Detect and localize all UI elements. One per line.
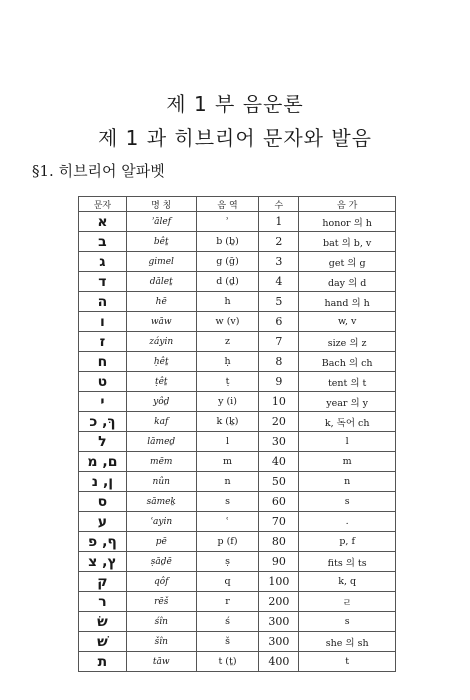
- name-cell: ḥêṯ: [126, 352, 196, 372]
- name-cell: yôḏ: [126, 392, 196, 412]
- name-cell: bêṯ: [126, 232, 196, 252]
- transliteration-cell: ṣ: [196, 552, 259, 572]
- table-row: [79, 432, 396, 452]
- letter-cell: ם, מ: [79, 452, 127, 472]
- header-sound: 음 가: [299, 197, 396, 212]
- number-cell: 80: [259, 532, 299, 552]
- sound-cell: s: [299, 492, 396, 512]
- transliteration-cell: p (f): [196, 532, 259, 552]
- sound-cell: p, f: [299, 532, 396, 552]
- table-header-row: [79, 197, 396, 212]
- table-row: [79, 332, 396, 352]
- table-row: [79, 312, 396, 332]
- table-row: [79, 412, 396, 432]
- table-row: [79, 252, 396, 272]
- table-row: [79, 272, 396, 292]
- letter-cell: שׂ: [79, 612, 127, 632]
- name-cell: mēm: [126, 452, 196, 472]
- name-cell: nûn: [126, 472, 196, 492]
- name-cell: ʾālef: [126, 212, 196, 232]
- sound-cell: bat 의 b, v: [299, 232, 396, 252]
- transliteration-cell: q: [196, 572, 259, 592]
- letter-cell: ז: [79, 332, 127, 352]
- transliteration-cell: y (i): [196, 392, 259, 412]
- name-cell: hē: [126, 292, 196, 312]
- letter-cell: ד: [79, 272, 127, 292]
- name-cell: lāmeḏ: [126, 432, 196, 452]
- letter-cell: ב: [79, 232, 127, 252]
- name-cell: ṭêṯ: [126, 372, 196, 392]
- transliteration-cell: b (ḇ): [196, 232, 259, 252]
- table-row: [79, 612, 396, 632]
- letter-cell: י: [79, 392, 127, 412]
- name-cell: ʿayin: [126, 512, 196, 532]
- letter-cell: ק: [79, 572, 127, 592]
- table-row: [79, 472, 396, 492]
- number-cell: 60: [259, 492, 299, 512]
- table-row: [79, 572, 396, 592]
- header-name: 명 칭: [126, 197, 196, 212]
- transliteration-cell: n: [196, 472, 259, 492]
- letter-cell: ר: [79, 592, 127, 612]
- transliteration-cell: l: [196, 432, 259, 452]
- sound-cell: hand 의 h: [299, 292, 396, 312]
- transliteration-cell: š: [196, 632, 259, 652]
- sound-cell: k, 독어 ch: [299, 412, 396, 432]
- table-row: [79, 532, 396, 552]
- transliteration-cell: ʾ: [196, 212, 259, 232]
- transliteration-cell: t (ṯ): [196, 652, 259, 672]
- number-cell: 5: [259, 292, 299, 312]
- number-cell: 8: [259, 352, 299, 372]
- number-cell: 40: [259, 452, 299, 472]
- table-row: [79, 212, 396, 232]
- sound-cell: k, q: [299, 572, 396, 592]
- table-row: [79, 592, 396, 612]
- header-transliteration: 음 역: [196, 197, 259, 212]
- name-cell: rēš: [126, 592, 196, 612]
- table-row: [79, 292, 396, 312]
- table-row: [79, 492, 396, 512]
- sound-cell: honor 의 h: [299, 212, 396, 232]
- letter-cell: ה: [79, 292, 127, 312]
- sound-cell: get 의 g: [299, 252, 396, 272]
- transliteration-cell: k (ḵ): [196, 412, 259, 432]
- number-cell: 100: [259, 572, 299, 592]
- name-cell: tāw: [126, 652, 196, 672]
- sound-cell: tent 의 t: [299, 372, 396, 392]
- letter-cell: ל: [79, 432, 127, 452]
- number-cell: 1: [259, 212, 299, 232]
- number-cell: 300: [259, 632, 299, 652]
- number-cell: 300: [259, 612, 299, 632]
- letter-cell: ע: [79, 512, 127, 532]
- table-row: [79, 452, 396, 472]
- sound-cell: Bach 의 ch: [299, 352, 396, 372]
- number-cell: 10: [259, 392, 299, 412]
- number-cell: 6: [259, 312, 299, 332]
- name-cell: śîn: [126, 612, 196, 632]
- letter-cell: שׁ: [79, 632, 127, 652]
- number-cell: 4: [259, 272, 299, 292]
- number-cell: 90: [259, 552, 299, 572]
- letter-cell: ג: [79, 252, 127, 272]
- name-cell: wāw: [126, 312, 196, 332]
- sound-cell: l: [299, 432, 396, 452]
- sound-cell: t: [299, 652, 396, 672]
- sound-cell: w, v: [299, 312, 396, 332]
- sound-cell: .: [299, 512, 396, 532]
- number-cell: 50: [259, 472, 299, 492]
- name-cell: qôf: [126, 572, 196, 592]
- name-cell: ṣāḏē: [126, 552, 196, 572]
- number-cell: 200: [259, 592, 299, 612]
- table-row: [79, 232, 396, 252]
- transliteration-cell: ḥ: [196, 352, 259, 372]
- number-cell: 20: [259, 412, 299, 432]
- table-row: [79, 552, 396, 572]
- letter-cell: ף, פ: [79, 532, 127, 552]
- letter-cell: ךּ, כ: [79, 412, 127, 432]
- letter-cell: ח: [79, 352, 127, 372]
- transliteration-cell: m: [196, 452, 259, 472]
- part-title: 제 1 부 음운론: [166, 92, 304, 116]
- table-row: [79, 392, 396, 412]
- sound-cell: she 의 sh: [299, 632, 396, 652]
- transliteration-cell: s: [196, 492, 259, 512]
- section-heading: §1. 히브리어 알파벳: [32, 162, 165, 180]
- transliteration-cell: d (ḏ): [196, 272, 259, 292]
- transliteration-cell: ṭ: [196, 372, 259, 392]
- transliteration-cell: g (ḡ): [196, 252, 259, 272]
- letter-cell: ס: [79, 492, 127, 512]
- name-cell: sāmeḵ: [126, 492, 196, 512]
- sound-cell: year 의 y: [299, 392, 396, 412]
- letter-cell: ט: [79, 372, 127, 392]
- letter-cell: ת: [79, 652, 127, 672]
- name-cell: dāleṯ: [126, 272, 196, 292]
- header-number: 수: [259, 197, 299, 212]
- header-letter: 문자: [79, 197, 127, 212]
- name-cell: gimel: [126, 252, 196, 272]
- transliteration-cell: w (v): [196, 312, 259, 332]
- lesson-title: 제 1 과 히브리어 문자와 발음: [97, 126, 373, 150]
- sound-cell: fits 의 ts: [299, 552, 396, 572]
- letter-cell: ן, נ: [79, 472, 127, 492]
- letter-cell: ץ, צ: [79, 552, 127, 572]
- sound-cell: ㄹ: [299, 592, 396, 612]
- number-cell: 400: [259, 652, 299, 672]
- transliteration-cell: ʿ: [196, 512, 259, 532]
- table-row: [79, 372, 396, 392]
- table-row: [79, 632, 396, 652]
- number-cell: 7: [259, 332, 299, 352]
- transliteration-cell: z: [196, 332, 259, 352]
- sound-cell: day 의 d: [299, 272, 396, 292]
- number-cell: 30: [259, 432, 299, 452]
- number-cell: 2: [259, 232, 299, 252]
- number-cell: 70: [259, 512, 299, 532]
- letter-cell: א: [79, 212, 127, 232]
- transliteration-cell: h: [196, 292, 259, 312]
- name-cell: pē: [126, 532, 196, 552]
- number-cell: 9: [259, 372, 299, 392]
- letter-cell: ו: [79, 312, 127, 332]
- transliteration-cell: ś: [196, 612, 259, 632]
- table-row: [79, 512, 396, 532]
- sound-cell: size 의 z: [299, 332, 396, 352]
- table-row: [79, 352, 396, 372]
- name-cell: kaf: [126, 412, 196, 432]
- number-cell: 3: [259, 252, 299, 272]
- sound-cell: m: [299, 452, 396, 472]
- sound-cell: n: [299, 472, 396, 492]
- sound-cell: s: [299, 612, 396, 632]
- transliteration-cell: r: [196, 592, 259, 612]
- table-row: [79, 652, 396, 672]
- name-cell: záyin: [126, 332, 196, 352]
- name-cell: šîn: [126, 632, 196, 652]
- hebrew-alphabet-table: [78, 196, 396, 672]
